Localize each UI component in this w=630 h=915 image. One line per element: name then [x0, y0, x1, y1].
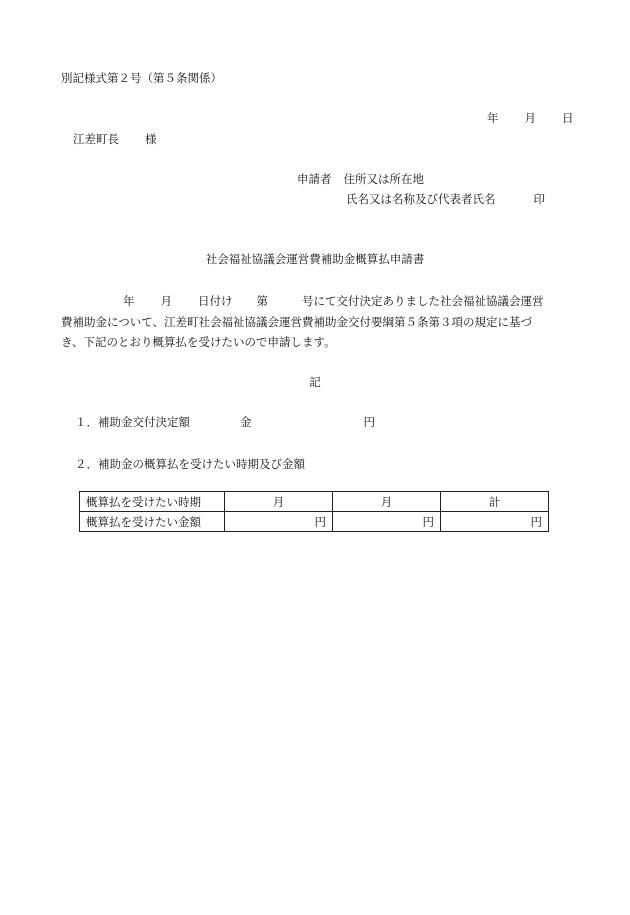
item-2-number: ２． — [75, 457, 98, 471]
amount-cell-2: 円 — [333, 512, 441, 532]
body-dai: 第 — [256, 294, 268, 308]
addressee-name: 江差町長 — [73, 132, 119, 146]
body-line-3: き、下記のとおり概算払を受けたいので申請します。 — [61, 335, 336, 349]
item-2-label: 補助金の概算払を受けたい時期及び金額 — [98, 457, 305, 471]
date-month-label: 月 — [524, 111, 536, 125]
amount-cell-1: 円 — [225, 512, 333, 532]
body-year: 年 — [123, 294, 135, 308]
body-date-suffix: 日付け — [198, 294, 233, 308]
seal-mark: 印 — [533, 192, 545, 206]
item-1-decision-amount — [75, 414, 375, 430]
timing-cell-2: 月 — [333, 492, 441, 512]
table-row-amount — [80, 512, 549, 532]
body-month: 月 — [160, 294, 172, 308]
timing-cell-1: 月 — [225, 492, 333, 512]
row-amount-header: 概算払を受けたい金額 — [80, 512, 225, 532]
body-line-1 — [61, 291, 586, 312]
applicant-name-label: 氏名又は名称及び代表者氏名 — [346, 192, 496, 206]
date-year-label: 年 — [487, 111, 499, 125]
item-1-label: 補助金交付決定額 — [98, 415, 190, 429]
applicant-name-line — [346, 191, 545, 207]
addressee — [73, 131, 157, 147]
date-day-label: 日 — [562, 111, 574, 125]
ki-heading: 記 — [309, 375, 321, 389]
row-timing-header: 概算払を受けたい時期 — [80, 492, 225, 512]
applicant-address-line — [297, 171, 424, 187]
item-1-number: １． — [75, 415, 98, 429]
table-row-timing — [80, 492, 549, 512]
body-line1-rest: 号にて交付決定ありました社会福祉協議会運営 — [302, 294, 544, 308]
amount-total-cell: 円 — [441, 512, 549, 532]
addressee-honorific: 様 — [145, 132, 157, 146]
applicant-role: 申請者 — [297, 172, 332, 186]
advance-payment-table — [79, 491, 549, 532]
document-title: 社会福祉協議会運営費補助金概算払申請書 — [205, 252, 425, 266]
form-number: 別記様式第２号（第５条関係） — [61, 71, 222, 85]
item-1-kin: 金 — [240, 415, 252, 429]
item-1-yen: 円 — [363, 415, 375, 429]
application-body — [61, 291, 586, 353]
application-date — [487, 110, 574, 126]
applicant-address-label: 住所又は所在地 — [343, 172, 424, 186]
item-2-schedule-heading — [75, 456, 305, 472]
body-line-2: 費補助金について、江差町社会福祉協議会運営費補助金交付要綱第５条第３項の規定に基づ — [61, 314, 533, 329]
timing-total-cell: 計 — [441, 492, 549, 512]
